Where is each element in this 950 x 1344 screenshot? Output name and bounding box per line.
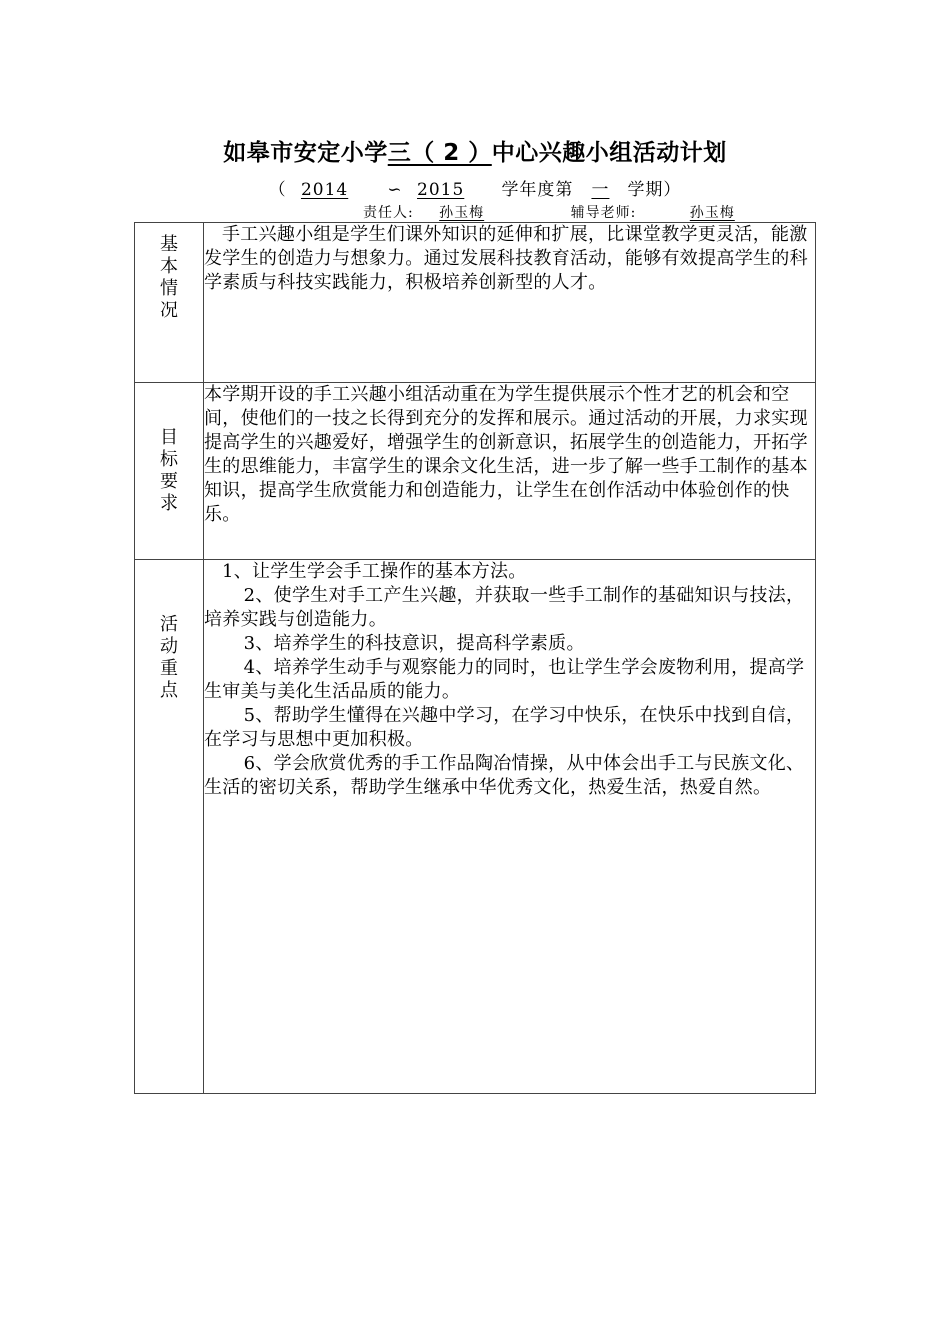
title-class: 三（ 2 ） xyxy=(387,140,492,166)
focus-item-1: 1、让学生学会手工操作的基本方法。 xyxy=(222,561,527,582)
section-label-cell xyxy=(135,560,204,1094)
focus-item-3: 3、培养学生的科技意识，提高科学素质。 xyxy=(243,633,585,654)
page-title xyxy=(0,134,950,167)
title-suffix: 中心兴趣小组活动计划 xyxy=(491,140,727,166)
year-open: （ xyxy=(268,180,287,200)
advisor-name: 孙玉梅 xyxy=(689,205,735,221)
section-label-cell xyxy=(135,383,204,560)
section-label-basic: 基本情况 xyxy=(160,234,178,321)
plan-table xyxy=(134,222,816,1094)
year-start: 2014 xyxy=(300,180,349,200)
goals-paragraph: 本学期开设的手工兴趣小组活动重在为学生提供展示个性才艺的机会和空间，使他们的一技之长得到充分的发挥和展示。通过活动的开展，力求实现提高学生的兴趣爱好，增强学生的创新意识，拓展学生的创造能力，开拓学生的思维能力，丰富学生的课余文化生活，进一步了解一些手工制作的基本知识，提高学生欣赏能力和创造能力，让学生在创作活动中体验创作的快乐。 xyxy=(204,384,808,525)
year-separator: ∽ xyxy=(387,180,403,200)
responsible-name: 孙玉梅 xyxy=(439,205,485,221)
section-label-cell xyxy=(135,223,204,383)
year-end: 2015 xyxy=(417,180,465,200)
focus-item-4: 4、培养学生动手与观察能力的同时，也让学生学会废物利用，提高学生审美与美化生活品质的能力。 xyxy=(204,657,805,702)
section-content-focus xyxy=(204,560,816,1094)
table-row-focus xyxy=(135,560,816,1094)
school-year-line xyxy=(0,175,950,200)
basic-paragraph: 手工兴趣小组是学生们课外知识的延伸和扩展，比课堂教学更灵活，能激发学生的创造力与想象力。通过发展科技教育活动，能够有效提高学生的科学素质与科技实践能力，积极培养创新型的人才。 xyxy=(204,224,808,293)
focus-item-5: 5、帮助学生懂得在兴趣中学习，在学习中快乐，在快乐中找到自信，在学习与思想中更加积极。 xyxy=(204,705,805,750)
table-row-basic xyxy=(135,223,816,383)
title-prefix: 如皋市安定小学 xyxy=(223,140,388,166)
section-label-focus: 活动重点 xyxy=(160,614,178,701)
responsible-label: 责任人: xyxy=(363,205,414,221)
year-close: 学期） xyxy=(627,180,682,200)
responsible-line xyxy=(363,202,790,222)
year-mid-text: 学年度第 xyxy=(501,180,574,200)
focus-item-2: 2、使学生对手工产生兴趣，并获取一些手工制作的基础知识与技法，培养实践与创造能力。 xyxy=(204,585,805,630)
advisor-label: 辅导老师: xyxy=(570,205,637,221)
term-number: 一 xyxy=(591,180,610,200)
section-label-goals: 目标要求 xyxy=(160,427,178,514)
focus-item-6: 6、学会欣赏优秀的手工作品陶冶情操，从中体会出手工与民族文化、生活的密切关系，帮助学生继承中华优秀文化，热爱生活，热爱自然。 xyxy=(204,753,805,798)
section-content-basic xyxy=(204,223,816,383)
table-row-goals xyxy=(135,383,816,560)
section-content-goals xyxy=(204,383,816,560)
